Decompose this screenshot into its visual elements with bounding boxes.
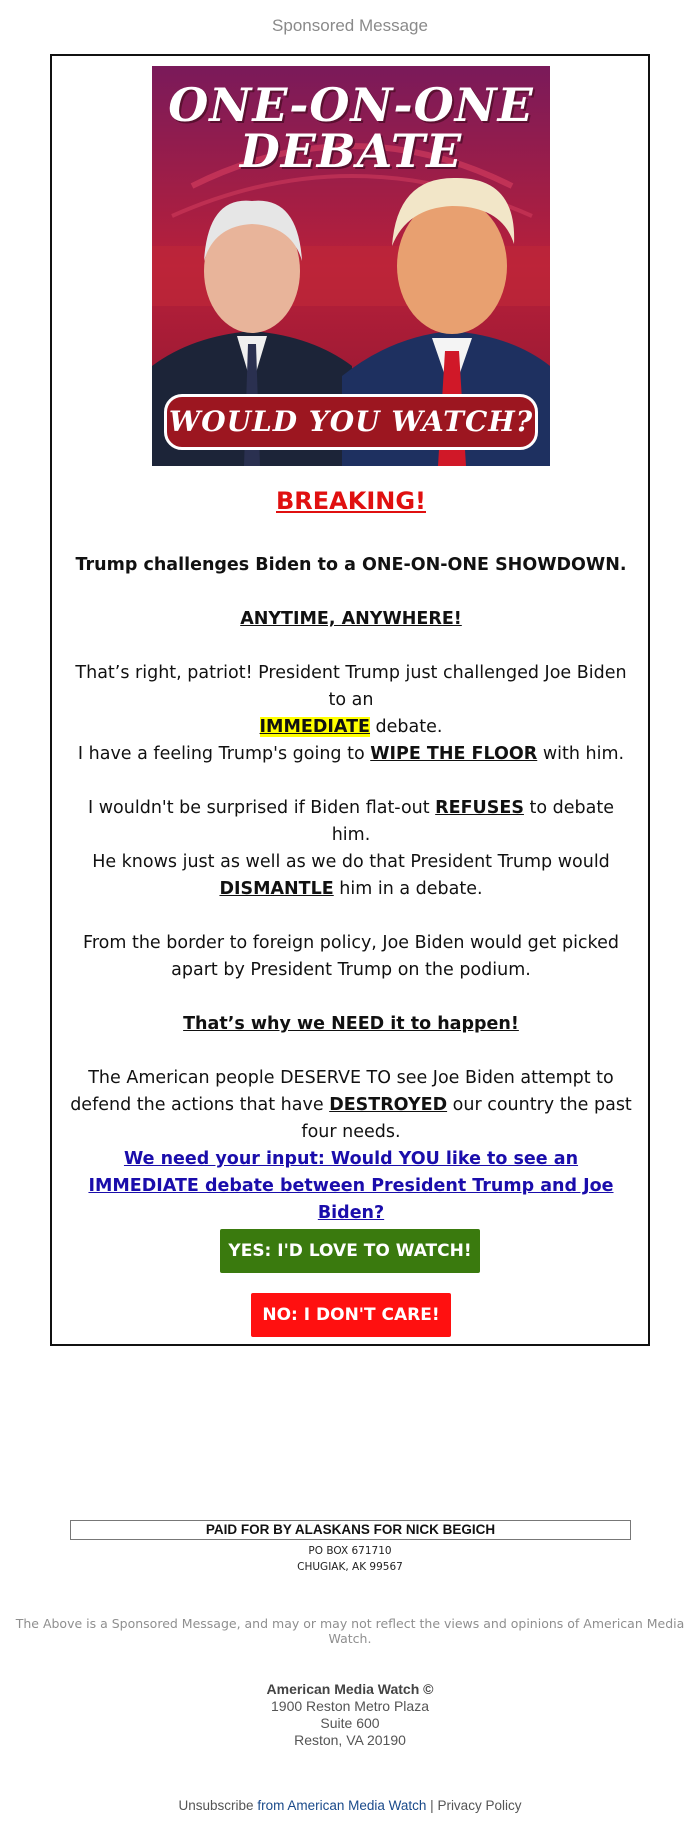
p2-tail: with him. xyxy=(537,744,625,764)
dismantle: DISMANTLE xyxy=(219,879,334,899)
paragraph-3 xyxy=(66,795,636,849)
unsubscribe-bar xyxy=(0,1798,700,1813)
yes-button[interactable]: YES: I'D LOVE TO WATCH! xyxy=(220,1229,480,1273)
immediate-highlight: IMMEDIATE xyxy=(259,717,370,737)
anytime-line: ANYTIME, ANYWHERE! xyxy=(240,609,462,629)
p1-tail: debate. xyxy=(369,717,443,737)
hero-image[interactable] xyxy=(152,66,550,466)
address-line-1: 1900 Reston Metro Plaza xyxy=(271,1698,429,1714)
paragraph-6: That’s why we NEED it to happen! xyxy=(183,1014,519,1034)
separator: | xyxy=(430,1798,434,1813)
refuses: REFUSES xyxy=(435,798,524,818)
p7-text: The American people DESERVE TO see Joe Biden attempt to defend the actions that have xyxy=(70,1068,614,1115)
paragraph-2 xyxy=(66,741,636,768)
hero-title-line1: ONE-ON-ONE xyxy=(168,78,534,132)
breaking-heading xyxy=(66,488,636,518)
p4-text: He knows just as well as we do that President Trump would xyxy=(92,852,610,872)
p3-text: I wouldn't be surprised if Biden flat-out xyxy=(88,798,436,818)
p1-text: That’s right, patriot! President Trump just challenged Joe Biden to an xyxy=(75,663,627,710)
privacy-policy-link[interactable]: Privacy Policy xyxy=(437,1798,522,1813)
p7-tail: our country the past four needs. xyxy=(301,1095,632,1142)
hero-banner: WOULD YOU WATCH? xyxy=(164,394,538,450)
destroyed: DESTROYED xyxy=(329,1095,448,1115)
address-line-3: Reston, VA 20190 xyxy=(294,1732,406,1748)
address-line-2: Suite 600 xyxy=(320,1715,380,1731)
breaking-text: BREAKING! xyxy=(276,487,426,515)
company-name: American Media Watch © xyxy=(266,1681,434,1697)
paid-for-box: PAID FOR BY ALASKANS FOR NICK BEGICH xyxy=(70,1520,631,1540)
p3-tail: to debate him. xyxy=(331,798,614,845)
po-box: PO BOX 671710 xyxy=(308,1545,392,1557)
sponsored-label: Sponsored Message xyxy=(272,16,428,35)
cta-paragraph xyxy=(66,1146,636,1227)
from-link[interactable]: from American Media Watch xyxy=(257,1798,427,1813)
headline: Trump challenges Biden to a ONE-ON-ONE SHOWDOWN. xyxy=(75,555,627,575)
p2-text: I have a feeling Trump's going to xyxy=(77,744,371,764)
no-button[interactable]: NO: I DON'T CARE! xyxy=(251,1293,451,1337)
hero-title-line2: DEBATE xyxy=(239,124,463,178)
paragraph-7 xyxy=(66,1065,636,1146)
ad-card xyxy=(50,54,650,1346)
paragraph-1 xyxy=(66,660,636,741)
cta-link[interactable]: We need your input: Would YOU like to see an IMMEDIATE debate between President Trump and Joe Biden? xyxy=(88,1149,614,1223)
disclaimer: The Above is a Sponsored Message, and may or may not reflect the views and opinions of American Media Watch. xyxy=(15,1616,685,1646)
wipe-the-floor: WIPE THE FLOOR xyxy=(370,744,538,764)
city-line: CHUGIAK, AK 99567 xyxy=(297,1561,403,1573)
paragraph-5: From the border to foreign policy, Joe Biden would get picked apart by President Trump on the podium. xyxy=(83,933,619,980)
paragraph-4 xyxy=(66,849,636,903)
unsubscribe-link[interactable]: Unsubscribe xyxy=(178,1798,254,1813)
p4-tail: him in a debate. xyxy=(333,879,483,899)
